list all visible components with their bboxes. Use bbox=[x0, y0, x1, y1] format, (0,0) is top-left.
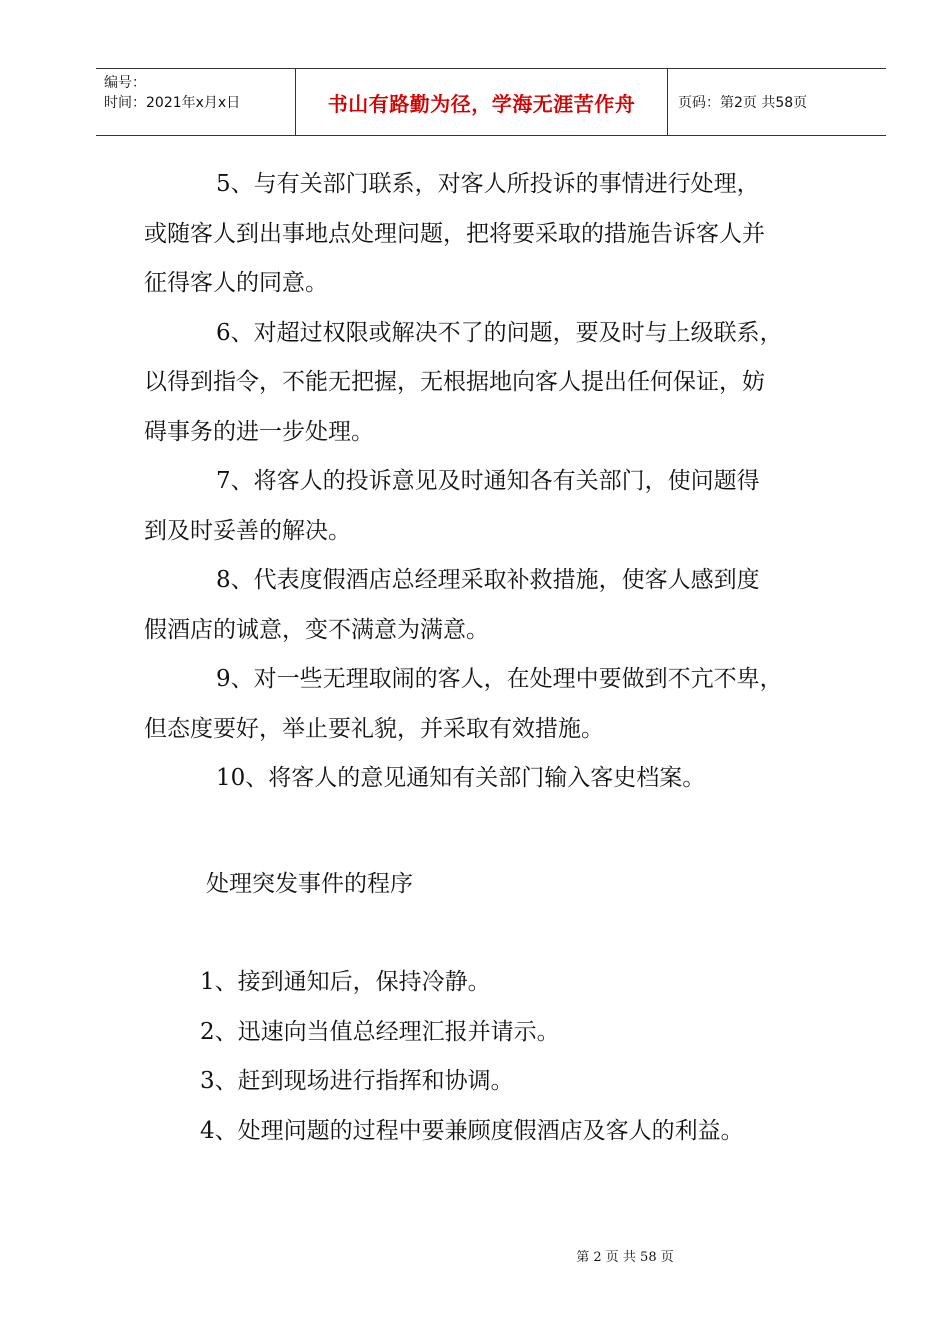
paragraph-line: 7、将客人的投诉意见及时通知各有关部门，使问题得 bbox=[216, 468, 760, 494]
paragraph-line: 以得到指令，不能无把握，无根据地向客人提出任何保证，妨 bbox=[144, 369, 765, 395]
paragraph-line: 征得客人的同意。 bbox=[144, 270, 328, 296]
paragraph-line: 9、对一些无理取闹的客人，在处理中要做到不亢不卑， bbox=[216, 666, 783, 692]
paragraph-line: 或随客人到出事地点处理问题，把将要采取的措施告诉客人并 bbox=[144, 220, 765, 247]
steps-list bbox=[200, 958, 744, 1156]
page-header bbox=[96, 68, 886, 136]
paragraph bbox=[144, 556, 844, 655]
header-page-cell bbox=[668, 69, 886, 135]
document-time-label: 时间：2021年x月x日 bbox=[104, 95, 241, 111]
header-page-info: 页码：第2页 共58页 bbox=[678, 95, 808, 111]
paragraph-line: 10、将客人的意见通知有关部门输入客史档案。 bbox=[216, 765, 706, 791]
paragraph bbox=[144, 309, 844, 458]
document-number-label: 编号： bbox=[104, 75, 146, 91]
paragraph-line: 但态度要好，举止要礼貌，并采取有效措施。 bbox=[144, 715, 604, 742]
list-item: 3、赶到现场进行指挥和协调。 bbox=[200, 1068, 514, 1094]
list-item: 1、接到通知后，保持冷静。 bbox=[200, 969, 491, 995]
header-motto: 书山有路勤为径，学海无涯苦作舟 bbox=[327, 91, 636, 116]
list-item: 4、处理问题的过程中要兼顾度假酒店及客人的利益。 bbox=[200, 1117, 744, 1144]
paragraph bbox=[144, 655, 844, 754]
page-footer: 第 2 页 共 58 页 bbox=[576, 1250, 674, 1265]
list-item: 2、迅速向当值总经理汇报并请示。 bbox=[200, 1018, 560, 1045]
paragraph-line: 5、与有关部门联系，对客人所投诉的事情进行处理， bbox=[216, 171, 760, 197]
paragraph bbox=[144, 160, 844, 309]
paragraph-line: 碍事务的进一步处理。 bbox=[144, 418, 374, 445]
header-meta-cell bbox=[96, 69, 296, 135]
paragraph bbox=[144, 754, 844, 804]
header-motto-cell bbox=[296, 69, 668, 135]
paragraph-line: 8、代表度假酒店总经理采取补救措施，使客人感到度 bbox=[216, 567, 760, 593]
paragraph-line: 6、对超过权限或解决不了的问题，要及时与上级联系， bbox=[216, 319, 783, 346]
document-body bbox=[144, 160, 844, 804]
section-title: 处理突发事件的程序 bbox=[206, 871, 413, 897]
paragraph-line: 到及时妥善的解决。 bbox=[144, 517, 351, 544]
paragraph-line: 假酒店的诚意，变不满意为满意。 bbox=[144, 616, 489, 643]
paragraph bbox=[144, 457, 844, 556]
